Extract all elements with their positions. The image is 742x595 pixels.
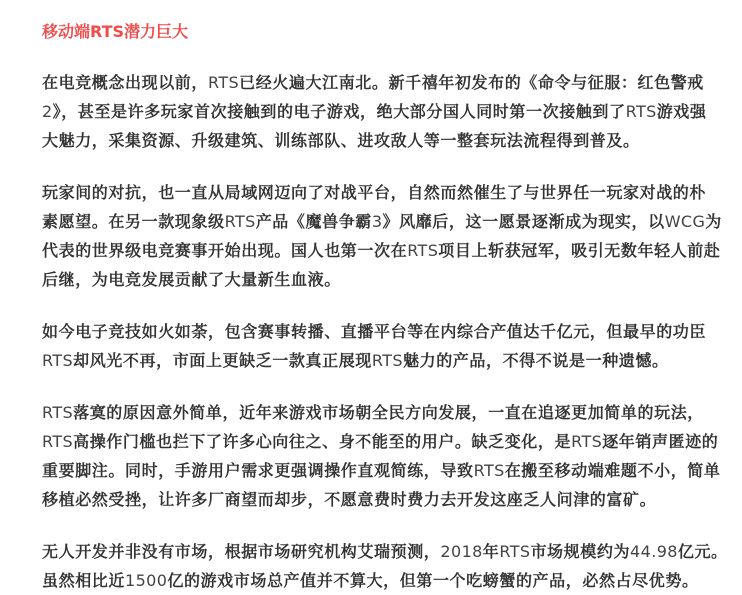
paragraph-line <box>42 68 722 97</box>
latin-text: WCG <box>664 212 706 231</box>
cjk-text: 已经火遍大江南北。新千禧年初发布的《命令与征服：红色警戒 <box>239 73 704 92</box>
paragraph-line <box>42 346 722 375</box>
cjk-text: 如今电子竞技如火如荼，包含赛事转播、直播平台等在内综合产值达千亿元，但最早的功臣 <box>42 322 707 341</box>
cjk-text: 重要脚注。同时，手游用户需求更强调操作直观简练，导致 <box>42 461 474 480</box>
latin-text: RTS <box>571 432 603 451</box>
latin-text: RTS <box>407 241 439 260</box>
latin-text: 44.98 <box>630 542 678 561</box>
paragraph-line <box>42 398 722 427</box>
paragraph-line <box>42 456 722 485</box>
paragraph-3 <box>42 317 722 375</box>
cjk-text: 亿的游戏市场总产值并不算大，但第一个吃螃蟹的产品，必然占尽优势。 <box>167 571 699 590</box>
cjk-text: 虽然相比近 <box>42 571 126 590</box>
cjk-text: 无人开发并非没有市场，根据市场研究机构艾瑞预测， <box>42 542 441 561</box>
latin-text: RTS <box>371 351 403 370</box>
cjk-text: 却风光不再，市面上更缺乏一款真正展现 <box>73 351 372 370</box>
cjk-text: 》风靡后，这一愿景逐渐成为现实，以 <box>382 212 665 231</box>
paragraph-line <box>42 178 722 207</box>
paragraph-line <box>42 236 722 265</box>
paragraph-line <box>42 427 722 456</box>
paragraph-line <box>42 317 722 346</box>
latin-text: RTS <box>625 102 657 121</box>
cjk-text: 素愿望。在另一款现象级 <box>42 212 225 231</box>
cjk-text: 高操作门槛也拦下了许多心向往之、身不能至的用户。缺乏变化，是 <box>73 432 572 451</box>
paragraph-line <box>42 485 722 514</box>
paragraph-1 <box>42 68 722 155</box>
latin-text: 1500 <box>125 571 168 590</box>
cjk-text: 玩家间的对抗，也一直从局域网迈向了对战平台，自然而然催生了与世界任一玩家对战的朴 <box>42 183 707 202</box>
latin-text: RTS <box>42 403 74 422</box>
cjk-text: 》，甚至是许多玩家首次接触到的电子游戏，绝大部分国人同时第一次接触到了 <box>52 102 626 121</box>
paragraph-4 <box>42 398 722 514</box>
cjk-text: 年 <box>482 542 500 561</box>
latin-text: RTS <box>208 73 240 92</box>
latin-text: RTS <box>224 212 256 231</box>
paragraph-5 <box>42 537 728 595</box>
cjk-text: 产品《魔兽争霸 <box>255 212 372 231</box>
paragraph-line <box>42 207 722 236</box>
cjk-text: 移植必然受挫，让许多厂商望而却步，不愿意费时费力去开发这座乏人问津的富矿。 <box>42 490 657 509</box>
paragraph-2 <box>42 178 722 294</box>
latin-text: RTS <box>473 461 505 480</box>
latin-text: RTS <box>42 432 74 451</box>
cjk-text: 在搬至移动端难题不小，简单 <box>504 461 721 480</box>
cjk-text: 代表的世界级电竞赛事开始出现。国人也第一次在 <box>42 241 408 260</box>
paragraph-line <box>42 537 728 566</box>
paragraph-line <box>42 265 722 294</box>
article-heading: 移动端RTS潜力巨大 <box>42 22 189 41</box>
latin-text: 2 <box>42 102 53 121</box>
cjk-text: 落寞的原因意外简单，近年来游戏市场朝全民方向发展，一直在追逐更加简单的玩法， <box>73 403 704 422</box>
cjk-text: 市场规模约为 <box>530 542 631 561</box>
cjk-text: 亿元。 <box>677 542 728 561</box>
cjk-text: 游戏强 <box>656 102 707 121</box>
latin-text: 3 <box>371 212 383 231</box>
paragraph-line <box>42 97 722 126</box>
latin-text: RTS <box>42 351 74 370</box>
cjk-text: 项目上斩获冠军，吸引无数年轻人前赴 <box>438 241 721 260</box>
cjk-text: 大魅力，采集资源、升级建筑、训练部队、进攻敌人等一整套玩法流程得到普及。 <box>42 131 640 150</box>
cjk-text: 在电竞概念出现以前， <box>42 73 209 92</box>
paragraph-line <box>42 126 722 155</box>
cjk-text: 逐年销声匿迹的 <box>602 432 719 451</box>
latin-text: RTS <box>499 542 531 561</box>
cjk-text: 魅力的产品，不得不说是一种遗憾。 <box>403 351 669 370</box>
latin-text: 2018 <box>440 542 483 561</box>
cjk-text: 为 <box>705 212 722 231</box>
cjk-text: 后继，为电竞发展贡献了大量新生血液。 <box>42 270 341 289</box>
